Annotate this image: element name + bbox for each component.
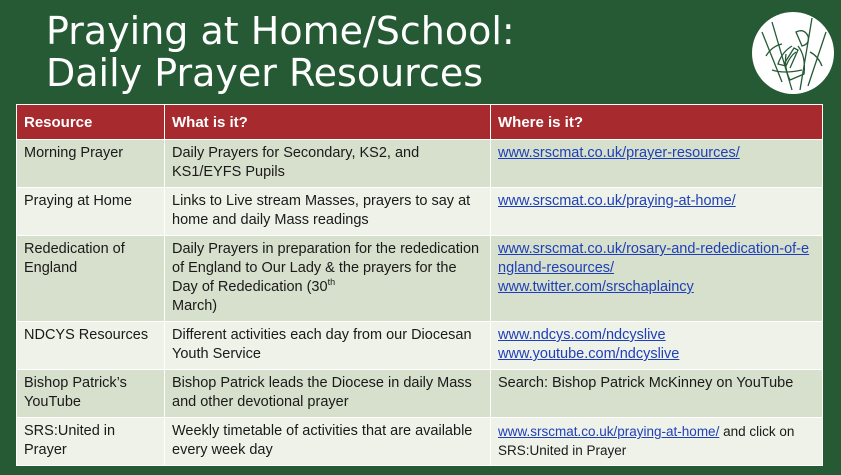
resource-link[interactable]: www.srscmat.co.uk/praying-at-home/: [498, 424, 720, 439]
table-row: [17, 236, 823, 322]
what-text-end: March): [172, 298, 218, 314]
resource-cell: Bishop Patrick’s YouTube: [17, 370, 165, 418]
twitter-link[interactable]: www.twitter.com/srschaplaincy: [498, 279, 694, 295]
where-suffix: and click on SRS:United in Prayer: [498, 424, 795, 458]
resource-cell: Praying at Home: [17, 188, 165, 236]
resource-cell: Rededication of England: [17, 236, 165, 322]
what-cell: Weekly timetable of activities that are available every week day: [165, 418, 491, 466]
resource-link[interactable]: www.srscmat.co.uk/rosary-and-rededication-of-england-resources/: [498, 241, 810, 276]
table-row: [17, 322, 823, 370]
youtube-link[interactable]: www.youtube.com/ndcyslive: [498, 346, 680, 362]
where-cell: [491, 418, 823, 466]
resource-cell: NDCYS Resources: [17, 322, 165, 370]
where-cell: [491, 236, 823, 322]
where-cell: [491, 140, 823, 188]
praying-figure-icon: [752, 12, 834, 94]
header-where: Where is it?: [491, 105, 823, 140]
table-row: [17, 370, 823, 418]
resource-link[interactable]: www.srscmat.co.uk/prayer-resources/: [498, 145, 740, 161]
what-cell: [165, 236, 491, 322]
what-cell: Different activities each day from our Diocesan Youth Service: [165, 322, 491, 370]
resource-cell: Morning Prayer: [17, 140, 165, 188]
header-what: What is it?: [165, 105, 491, 140]
page-title: [46, 10, 515, 94]
table-row: [17, 418, 823, 466]
title-line-2: Daily Prayer Resources: [46, 51, 484, 95]
ndcys-link[interactable]: www.ndcys.com/ndcyslive: [498, 327, 666, 343]
table-row: [17, 140, 823, 188]
table-header-row: [17, 105, 823, 140]
title-line-1: Praying at Home/School:: [46, 9, 515, 53]
resources-table: [16, 104, 823, 466]
what-cell: Daily Prayers for Secondary, KS2, and KS1/EYFS Pupils: [165, 140, 491, 188]
header-resource: Resource: [17, 105, 165, 140]
where-cell: [491, 188, 823, 236]
resource-cell: SRS:United in Prayer: [17, 418, 165, 466]
where-cell: Search: Bishop Patrick McKinney on YouTube: [491, 370, 823, 418]
ordinal-suffix: th: [327, 277, 336, 288]
table-row: [17, 188, 823, 236]
where-cell: [491, 322, 823, 370]
resource-link[interactable]: www.srscmat.co.uk/praying-at-home/: [498, 193, 736, 209]
what-text: Daily Prayers in preparation for the rededication of England to Our Lady & the prayers for the Day of Rededication (30: [172, 241, 480, 295]
what-cell: Links to Live stream Masses, prayers to say at home and daily Mass readings: [165, 188, 491, 236]
what-cell: Bishop Patrick leads the Diocese in daily Mass and other devotional prayer: [165, 370, 491, 418]
